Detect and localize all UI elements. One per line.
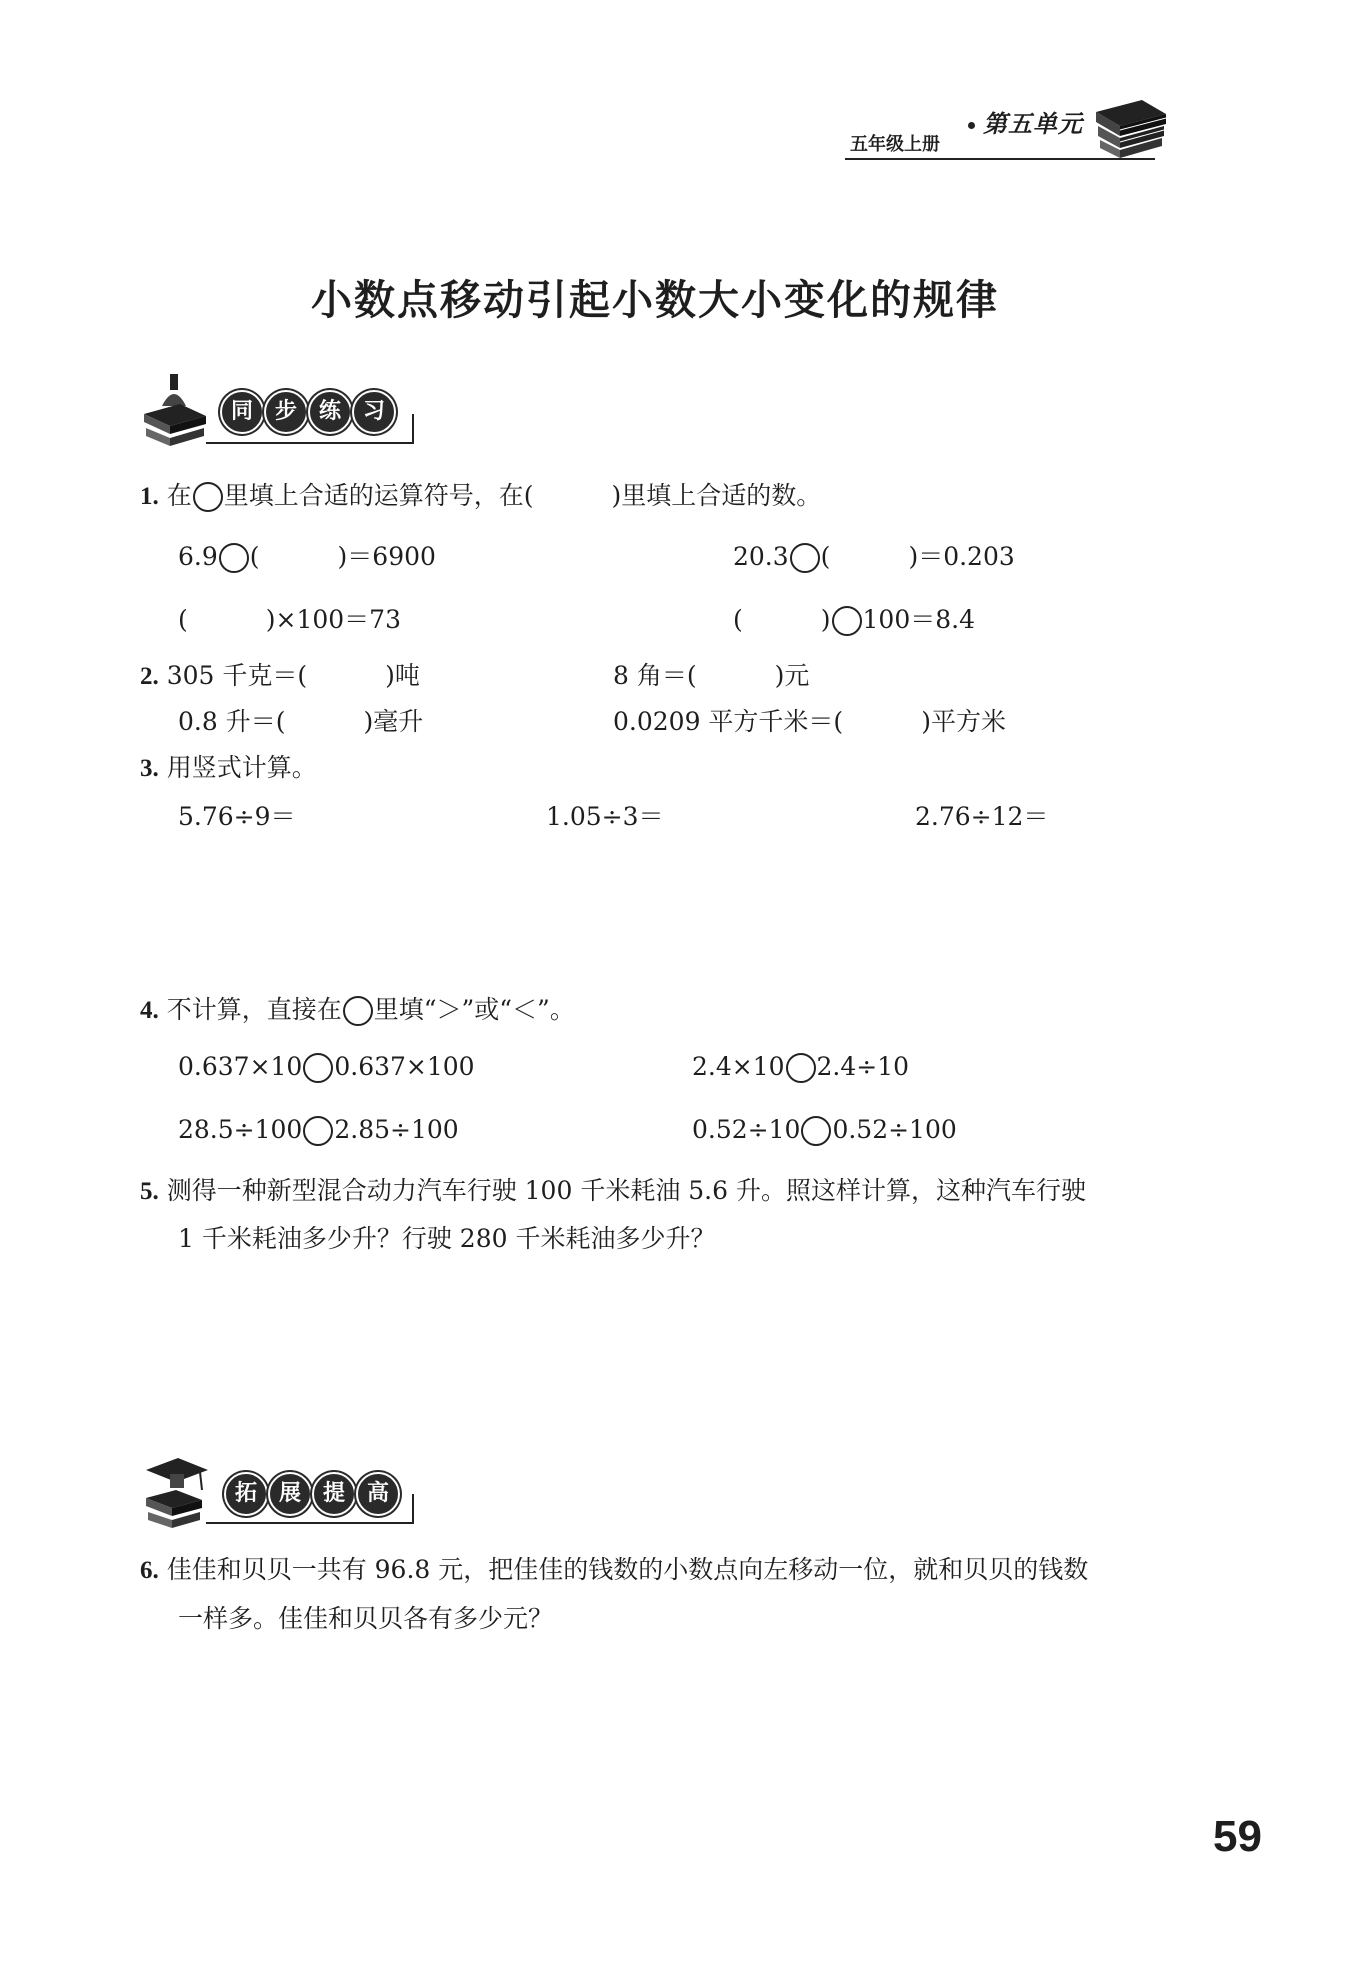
expr-text: 0.637×10	[178, 1052, 303, 1081]
question-number: 2.	[140, 663, 159, 690]
expr-text: 28.5÷100	[178, 1115, 303, 1144]
answer-circle[interactable]	[801, 1116, 831, 1146]
answer-circle[interactable]	[303, 1116, 333, 1146]
question-text: 测得一种新型混合动力汽车行驶 100 千米耗油 5.6 升。照这样计算，这种汽车行驶	[166, 1176, 1086, 1205]
expr-text: 0.52÷100	[832, 1115, 957, 1144]
banner-char: 拓	[224, 1472, 268, 1516]
banner-rule	[412, 1494, 414, 1524]
banner-char: 高	[356, 1472, 400, 1516]
answer-circle[interactable]	[303, 1053, 333, 1083]
question-text: 里填上合适的运算符号，在(	[223, 481, 534, 510]
expr-text: 0.8 升＝(	[178, 707, 286, 736]
q1-item-d	[733, 600, 975, 636]
answer-circle[interactable]	[343, 996, 373, 1026]
banner-rule	[206, 442, 414, 444]
expr-text: )平方米	[921, 707, 1006, 736]
graduation-cap-books-icon	[140, 1450, 210, 1535]
question-5	[140, 1171, 1086, 1207]
expr-text: 8 角＝(	[613, 661, 697, 690]
q3-item-a: 5.76÷9＝	[178, 802, 296, 831]
question-text: 用竖式计算。	[166, 753, 317, 782]
question-text: 不计算，直接在	[166, 995, 342, 1024]
q1-item-b	[733, 537, 1015, 573]
question-number: 1.	[140, 483, 159, 510]
expr-text: 2.4÷10	[816, 1052, 910, 1081]
q3-item-c: 2.76÷12＝	[915, 802, 1049, 831]
question-number: 6.	[140, 1557, 159, 1584]
answer-circle[interactable]	[832, 606, 862, 636]
expr-text: (	[733, 605, 743, 634]
q4-item-a	[178, 1052, 475, 1083]
banner-char: 提	[312, 1472, 356, 1516]
banner-char: 同	[220, 390, 264, 434]
question-number: 4.	[140, 997, 159, 1024]
expr-text: 2.4×10	[692, 1052, 785, 1081]
question-6-line2: 一样多。佳佳和贝贝各有多少元？	[178, 1604, 554, 1633]
banner-rule	[206, 1522, 414, 1524]
q2-item-c	[178, 702, 423, 738]
expr-text: (	[249, 542, 260, 571]
q4-item-b	[692, 1052, 909, 1083]
book-lamp-icon	[140, 370, 210, 455]
expr-text: 0.52÷10	[692, 1115, 801, 1144]
question-number: 3.	[140, 755, 159, 782]
expr-text: 6.9	[178, 542, 218, 571]
question-5-line2: 1 千米耗油多少升？行驶 280 千米耗油多少升？	[178, 1224, 716, 1253]
unit-label: 第五单元	[983, 110, 1083, 138]
question-text: 佳佳和贝贝一共有 96.8 元，把佳佳的钱数的小数点向左移动一位，就和贝贝的钱数	[166, 1555, 1089, 1584]
q1-item-a	[178, 537, 436, 573]
page-title: 小数点移动引起小数大小变化的规律	[311, 276, 999, 324]
question-1	[140, 476, 821, 512]
q4-item-d	[692, 1115, 957, 1146]
q4-item-c	[178, 1115, 459, 1146]
expr-text: )＝6900	[337, 542, 436, 571]
grade-label: 五年级上册	[850, 134, 940, 155]
question-3	[140, 748, 317, 784]
banner-char: 步	[264, 390, 308, 434]
expr-text: 2.85÷100	[334, 1115, 459, 1144]
expr-text: 20.3	[733, 542, 789, 571]
question-number: 5.	[140, 1178, 159, 1205]
answer-circle[interactable]	[193, 482, 223, 512]
banner-char: 习	[352, 390, 396, 434]
section-banner-ext	[140, 1450, 415, 1535]
expr-text: 0.637×100	[334, 1052, 475, 1081]
expr-text: )×100＝73	[265, 605, 401, 634]
expr-text: )＝0.203	[908, 542, 1015, 571]
expr-text: )吨	[385, 661, 420, 690]
question-text: 里填“＞”或“＜”。	[373, 995, 575, 1024]
header-dot	[968, 122, 975, 129]
question-4	[140, 990, 575, 1026]
q1-item-c	[178, 600, 401, 636]
answer-circle[interactable]	[219, 543, 249, 573]
expr-text: )毫升	[363, 707, 424, 736]
expr-text: )元	[774, 661, 810, 690]
question-text: 在	[166, 481, 192, 510]
banner-char: 练	[308, 390, 352, 434]
banner-char: 展	[268, 1472, 312, 1516]
page-number: 59	[1213, 1812, 1262, 1861]
expr-text: )	[820, 605, 831, 634]
banner-rule	[412, 414, 414, 444]
q2-item-d	[613, 702, 1006, 738]
q3-item-b: 1.05÷3＝	[546, 802, 664, 831]
answer-circle[interactable]	[790, 543, 820, 573]
answer-circle[interactable]	[786, 1053, 816, 1083]
expr-text: 0.0209 平方千米＝(	[613, 707, 844, 736]
question-text: )里填上合适的数。	[611, 481, 822, 510]
books-icon	[1090, 94, 1170, 164]
q2-item-b	[613, 656, 809, 692]
question-2	[140, 656, 420, 692]
expr-text: (	[178, 605, 188, 634]
question-6	[140, 1550, 1088, 1586]
expr-text: 305 千克＝(	[166, 661, 308, 690]
section-banner-sync	[140, 370, 415, 455]
expr-text: 100＝8.4	[862, 605, 976, 634]
expr-text: (	[820, 542, 831, 571]
